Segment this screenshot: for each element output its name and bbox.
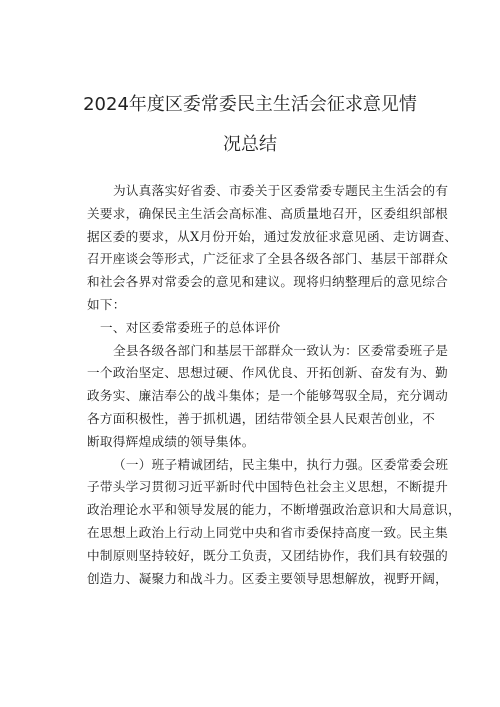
body-line: 全县各级各部门和基层干部群众一致认为：区委常委班子是 xyxy=(113,342,449,358)
document-body xyxy=(87,180,461,590)
body-line: 断取得辉煌成绩的领导集体。 xyxy=(87,433,255,449)
body-line: 在思想上政治上行动上同党中央和省市委保持高度一致。民主集 xyxy=(87,524,449,540)
section-heading: 一、对区委常委班子的总体评价 xyxy=(100,319,281,335)
body-line: 据区委的要求，从X月份开始，通过发放征求意见函、走访调查、 xyxy=(87,228,458,244)
body-line: 关要求，确保民主生活会高标准、高质量地召开，区委组织部根 xyxy=(87,205,449,221)
body-line: 一个政治坚定、思想过硬、作风优良、开拓创新、奋发有为、勤 xyxy=(87,365,449,381)
body-line: 如下： xyxy=(87,296,126,312)
body-line: 为认真落实好省委、市委关于区委常委专题民主生活会的有 xyxy=(113,183,449,198)
body-line: 子带头学习贯彻习近平新时代中国特色社会主义思想，不断提升 xyxy=(87,479,449,495)
body-line: 召开座谈会等形式，广泛征求了全县各级各部门、基层干部群众 xyxy=(87,251,449,267)
document-title-line-1: 2024年度区委常委民主生活会征求意见情 xyxy=(83,94,417,115)
body-line: 政治理论水平和领导发展的能力，不断增强政治意识和大局意识， xyxy=(87,502,461,518)
subsection-heading: （一）班子精诚团结，民主集中，执行力强。区委常委会班 xyxy=(113,456,449,472)
body-line: 政务实、廉洁奉公的战斗集体；是一个能够驾驭全局，充分调动 xyxy=(87,388,449,404)
body-line: 和社会各界对常委会的意见和建议。现将归纳整理后的意见综合 xyxy=(87,274,449,290)
document-title-line-2: 况总结 xyxy=(223,134,277,155)
body-line: 中制原则坚持较好，既分工负责，又团结协作，我们具有较强的 xyxy=(87,547,449,563)
body-line: 创造力、凝聚力和战斗力。区委主要领导思想解放，视野开阔， xyxy=(87,570,449,586)
body-line: 各方面积极性，善于抓机遇，团结带领全县人民艰苦创业，不 xyxy=(87,410,436,426)
